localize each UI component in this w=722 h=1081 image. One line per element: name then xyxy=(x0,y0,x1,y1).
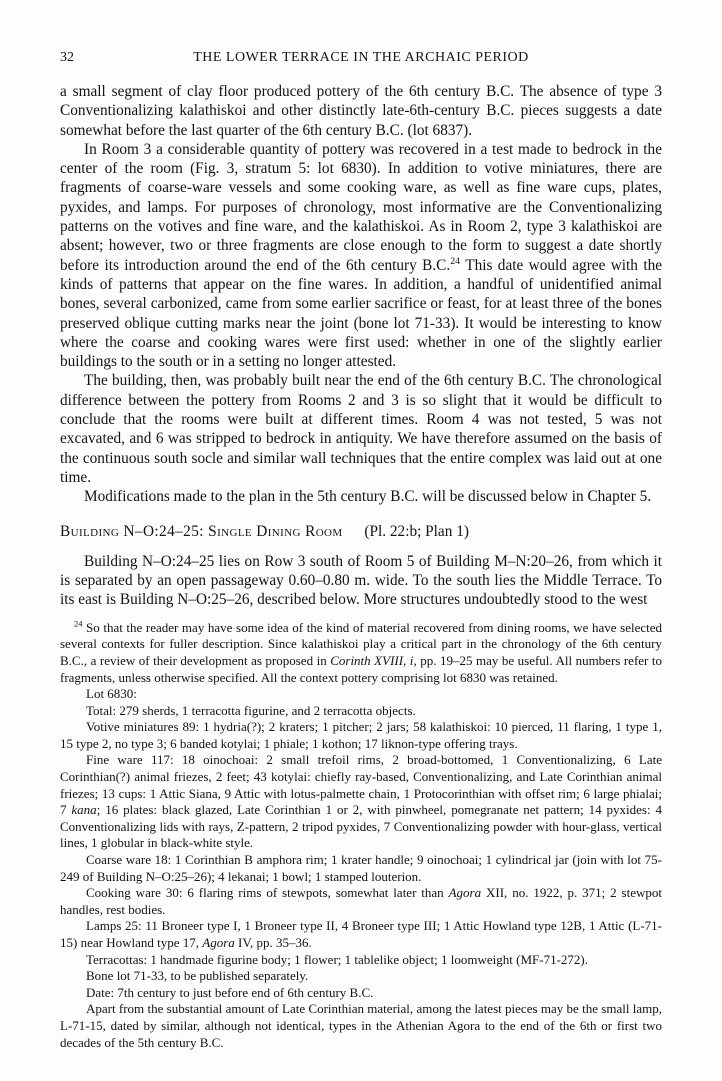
footnote-24-intro: $^{24}$ So that the reader may have some idea of the kind of material recovered from dining rooms, we have selected several contexts for fuller description. Since kalathiskoi play a critical part in the chronology of the 6th century B.C., a review of their development as proposed in Corinth XVIII, i, pp. 19–25 may be useful. All numbers refer to fragments, unless otherwise specified. All the context pottery comprising lot 6830 was retained. xyxy=(60,618,662,685)
body-paragraph-3: The building, then, was probably built near the end of the 6th century B.C. The chronological difference between the pottery from Rooms 2 and 3 is so slight that it would be difficult to conclude that the rooms were built at different times. Room 4 was not tested, 5 was not excavated, and 6 was stripped to bedrock in antiquity. We have therefore assumed on the basis of the continuous south socle and similar wall techniques that the entire complex was laid out at one time. xyxy=(60,372,662,486)
footnote-date: Date: 7th century to just before end of 6th century B.C. xyxy=(86,984,374,1000)
footnote-bone-lot: Bone lot 71-33, to be published separately. xyxy=(86,968,309,984)
footnote-fine-ware: Fine ware 117: 18 oinochoai: 2 small trefoil rims, 2 broad-bottomed, 1 Conventionalizing, 6 Late Corinthian(?) animal friezes, 2 feet; 43 kotylai: chiefly ray-based, Conventionalizing, and Late Corinthian animal friezes; 13 cups: 1 Attic Siana, 9 Attic with lotus-palmette chain, 1 Protocorinthian with offset rim; 6 large phialai; 7 kana; 16 plates: black glazed, Late Corinthian 1 or 2, with pinwheel, pomegranate net pattern; 14 pyxides: 4 Conventionalizing lids with rays, Z-pattern, 2 tripod pyxides, 7 Conventionalizing powder with hour-glass, vertical lines, 1 globular in black-white style. xyxy=(60,752,662,851)
body-paragraph-1: a small segment of clay floor produced pottery of the 6th century B.C. The absence of type 3 Conventionalizing kalathiskoi and other distinctly late-6th-century B.C. pieces suggests a date somewhat before the last quarter of the 6th century B.C. (lot 6837). xyxy=(60,83,662,139)
section-heading-plate-ref: (Pl. 22:b; Plan 1) xyxy=(364,522,469,540)
page-number: 32 xyxy=(60,50,74,65)
section-building-n-o-24-25 xyxy=(60,522,662,610)
footnote-votive-miniatures: Votive miniatures 89: 1 hydria(?); 2 kraters; 1 pitcher; 2 jars; 58 kalathiskoi: 10 pierced, 11 flaring, 1 type 1, 15 type 2, no type 3; 6 banded kotylai; 1 phiale; 1 kothon; 17 liknon-type offering trays. xyxy=(60,719,662,751)
section-heading xyxy=(60,522,662,541)
section-paragraph-1: Building N–O:24–25 lies on Row 3 south of Room 5 of Building M–N:20–26, from which it is separated by an open passageway 0.60–0.80 m. wide. To the south lies the Middle Terrace. To its east is Building N–O:25–26, described below. More structures undoubtedly stood to the west xyxy=(60,552,662,609)
running-header xyxy=(60,50,662,70)
section-heading-title: Building N–O:24–25: Single Dining Room xyxy=(60,522,343,540)
footnote-lamps: Lamps 25: 11 Broneer type I, 1 Broneer type II, 4 Broneer type III; 1 Attic Howland type 12B, 1 Attic (L-71-15) near Howland type 17, Agora IV, pp. 35–36. xyxy=(60,918,662,950)
body-paragraph-4: Modifications made to the plan in the 5th century B.C. will be discussed below in Chapter 5. xyxy=(84,488,652,506)
main-text xyxy=(60,82,662,507)
footnotes-block xyxy=(60,620,662,1051)
footnote-conclusion: Apart from the substantial amount of Late Corinthian material, among the latest pieces may be the small lamp, L-71-15, dated by similar, although not identical, types in the Athenian Agora to the end of the 6th or first two decades of the 5th century B.C. xyxy=(60,1001,662,1050)
footnote-cooking-ware: Cooking ware 30: 6 flaring rims of stewpots, somewhat later than Agora XII, no. 1922, p. 371; 2 stewpot handles, rest bodies. xyxy=(60,885,662,917)
footnote-coarse-ware: Coarse ware 18: 1 Corinthian B amphora rim; 1 krater handle; 9 oinochoai; 1 cylindrical jar (join with lot 75-249 of Building N–O:25–26); 4 lekanai; 1 bowl; 1 stamped louterion. xyxy=(60,852,662,884)
running-head-title: THE LOWER TERRACE IN THE ARCHAIC PERIOD xyxy=(193,50,529,65)
body-paragraph-2: In Room 3 a considerable quantity of pottery was recovered in a test made to bedrock in the center of the room (Fig. 3, stratum 5: lot 6830). In addition to votive miniatures, there are fragments of coarse-ware vessels and some cooking ware, as well as fine ware cups, plates, pyxides, and lamps. For purposes of chronology, most informative are the Conventionalizing patterns on the votives and fine ware, and the kalathiskoi. As in Room 2, type 3 kalathiskoi are absent; however, two or three fragments are close enough to the form to suggest a date shortly before its introduction around the end of the 6th century B.C.$^{24}$ This date would agree with the kinds of patterns that appear on the fine wares. In addition, a handful of unidentified animal bones, several carbonized, came from some earlier sacrifice or feast, for at least three of the bones preserved oblique cutting marks near the joint (bone lot 71-33). It would be interesting to know where the coarse and cooking wares were first used: whether in one of the slightly earlier buildings to the south or in a setting no longer attested. xyxy=(60,140,663,371)
footnote-total: Total: 279 sherds, 1 terracotta figurine, and 2 terracotta objects. xyxy=(86,702,416,718)
footnote-lot-heading: Lot 6830: xyxy=(86,686,137,702)
footnote-terracottas: Terracottas: 1 handmade figurine body; 1 flower; 1 tablelike object; 1 loomweight (MF-71-272). xyxy=(86,951,588,967)
